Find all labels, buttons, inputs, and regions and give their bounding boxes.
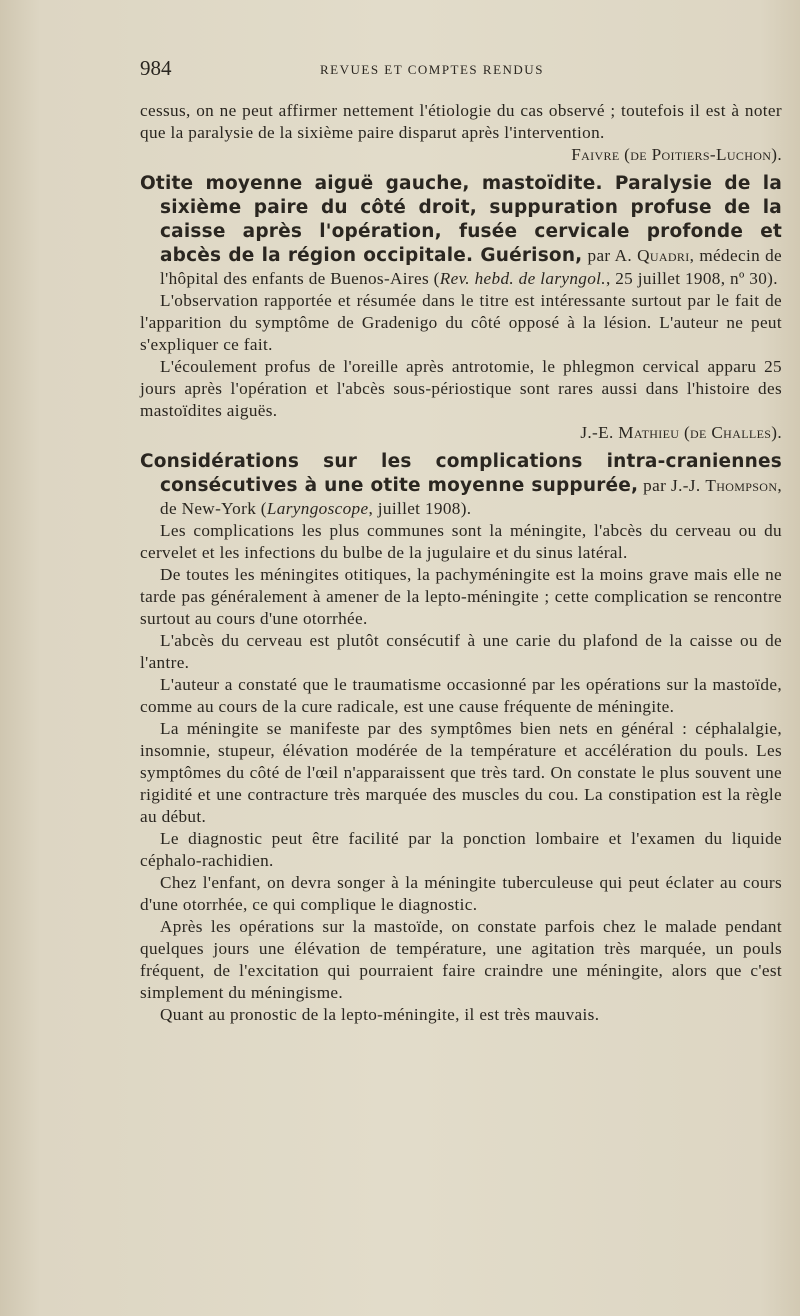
article-1-signature-text: J.-E. Mathieu (de Challes). [580, 423, 782, 442]
article-1-paragraph: L'observation rapportée et résumée dans le titre est intéressante surtout par le fait de l'apparition du symptôme de Gradenigo du côté opposé à la lésion. L'auteur ne peut s'expliquer ce fait. [140, 291, 782, 354]
page-number: 984 [140, 56, 172, 80]
article-2-paragraph: L'auteur a constaté que le traumatisme occasionné par les opérations sur la mastoïde, comme au cours de la cure radicale, est une cause fréquente de méningite. [140, 675, 782, 716]
article-2-paragraph: De toutes les méningites otitiques, la pachyméningite est la moins grave mais elle ne tarde pas généralement à amener de la lepto-méningite ; cette complication se rencontre surtout au cours d'une otorrhée. [140, 565, 782, 628]
article-2-affiliation: , de New-York ( [160, 476, 782, 518]
intro-signature-text: Faivre (de Poitiers-Luchon). [571, 145, 782, 164]
article-1-date: , 25 juillet 1908, nº 30). [605, 269, 778, 288]
article-2-title: Considérations sur les complications intra-craniennes consécutives à une otite moyenne suppurée, [140, 451, 782, 496]
article-1-affiliation: , médecin de l'hôpital des enfants de Buenos-Aires ( [160, 246, 782, 288]
article-1-heading [140, 172, 782, 290]
article-2-paragraph: Le diagnostic peut être facilité par la ponction lombaire et l'examen du liquide céphalo-rachidien. [140, 829, 782, 870]
page-body [140, 100, 782, 1026]
article-2-by: par J.-J. [643, 476, 701, 495]
article-2-date: , juillet 1908). [368, 499, 472, 518]
article-2-paragraph: La méningite se manifeste par des symptômes bien nets en général : céphalalgie, insomnie, stupeur, élévation modérée de la température et accélération du pouls. Les symptômes du côté de l'œil n'apparaissent que très tard. On constate le plus souvent une rigidité et une contracture très marquée des muscles du cou. La constipation est la règle au début. [140, 719, 782, 826]
article-2-paragraph: Quant au pronostic de la lepto-méningite, il est très mauvais. [160, 1005, 600, 1024]
article-1-journal: Rev. hebd. de laryngol. [439, 269, 606, 288]
article-2-journal: Laryngoscope [266, 499, 369, 518]
article-2-paragraph: L'abcès du cerveau est plutôt consécutif à une carie du plafond de la caisse ou de l'antre. [140, 631, 782, 672]
article-1-by: par A. [587, 246, 633, 265]
article-2-paragraph: Chez l'enfant, on devra songer à la méningite tuberculeuse qui peut éclater au cours d'une otorrhée, ce qui complique le diagnostic. [140, 873, 782, 914]
article-2 [140, 450, 782, 1026]
article-1-signature [140, 422, 782, 444]
article-1-author: Quadri [637, 246, 690, 265]
article-2-author: Thompson [705, 476, 778, 495]
article-2-paragraph: Les complications les plus communes sont la méningite, l'abcès du cerveau ou du cervelet et les infections du bulbe de la jugulaire et du sinus latéral. [140, 521, 782, 562]
article-1-title: Otite moyenne aiguë gauche, mastoïdite. Paralysie de la sixième paire du côté droit, suppuration profuse de la caisse après l'opération, fusée cervicale profonde et abcès de la région occipitale. Guérison, [140, 173, 782, 266]
page-header [140, 56, 780, 86]
article-1 [140, 172, 782, 444]
intro-paragraph: cessus, on ne peut affirmer nettement l'étiologie du cas observé ; toutefois il est à noter que la paralysie de la sixième paire disparut après l'intervention. [140, 101, 782, 142]
article-2-heading [140, 450, 782, 520]
article-1-paragraph: L'écoulement profus de l'oreille après antrotomie, le phlegmon cervical apparu 25 jours après l'opération et l'abcès sous-périostique sont rares aussi dans l'histoire des mastoïdites aiguës. [140, 357, 782, 420]
article-2-paragraph: Après les opérations sur la mastoïde, on constate parfois chez le malade pendant quelques jours une élévation de température, une agitation très marquée, un pouls fréquent, de l'excitation qui pourraient faire craindre une méningite, alors que c'est simplement du méningisme. [140, 917, 782, 1002]
intro-signature [140, 144, 782, 166]
running-title: REVUES ET COMPTES RENDUS [320, 62, 544, 77]
